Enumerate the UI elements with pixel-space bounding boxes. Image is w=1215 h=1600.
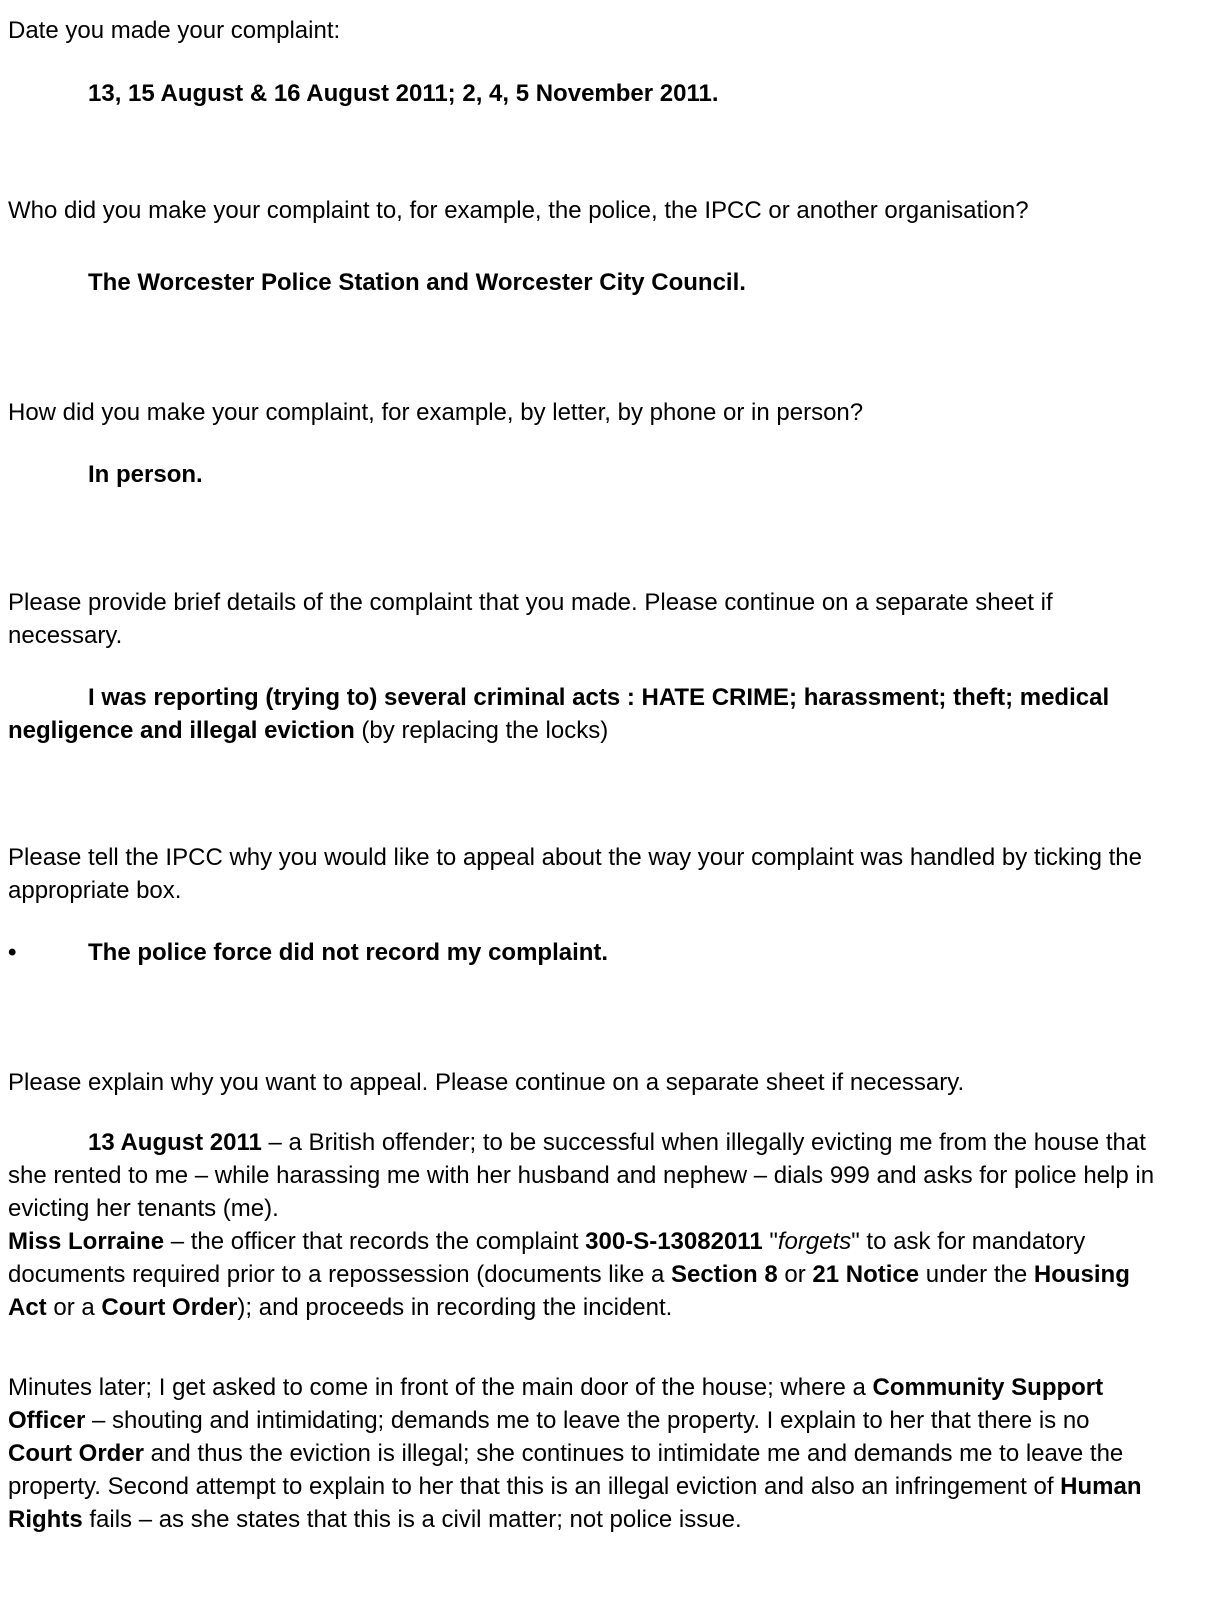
answer-date-of-complaint: 13, 15 August & 16 August 2011; 2, 4, 5 November 2011.: [88, 80, 719, 107]
question-date-of-complaint: Date you made your complaint:: [8, 17, 341, 44]
appeal-explanation-paragraph-2: Minutes later; I get asked to come in front of the main door of the house; where a Community Support Officer – shouting and intimidating; demands me to leave the property. I explain to her that there is no Court Order and thus the eviction is illegal; she continues to intimidate me and demands me to leave the property. Second attempt to explain to her that this is an illegal eviction and also an infringement of Human Rights fails – as she states that this is a civil matter; not police issue.: [8, 1374, 1142, 1533]
question-who-complained-to: Who did you make your complaint to, for example, the police, the IPCC or another organisation?: [8, 197, 1029, 224]
appeal-explanation-paragraph-1: 13 August 2011 – a British offender; to be successful when illegally evicting me from the house that she rented to me – while harassing me with her husband and nephew – dials 999 and asks for police help in evicting her tenants (me). Miss Lorraine – the officer that records the complaint 300-S-13082011 "forgets" to ask for mandatory documents required prior to a repossession (documents like a Section 8 or 21 Notice under the Housing Act or a Court Order); and proceeds in recording the incident.: [8, 1129, 1155, 1321]
appeal-reason-text: The police force did not record my complaint.: [88, 939, 609, 966]
appeal-reason-item: [8, 936, 1158, 969]
question-explain-appeal: Please explain why you want to appeal. Please continue on a separate sheet if necessary.: [8, 1069, 965, 1096]
question-appeal-reason: Please tell the IPCC why you would like to appeal about the way your complaint was handled by ticking the appropriate box.: [8, 844, 1142, 904]
question-complaint-details: Please provide brief details of the complaint that you made. Please continue on a separate sheet if necessary.: [8, 589, 1053, 649]
answer-who-complained-to: The Worcester Police Station and Worcester City Council.: [88, 269, 746, 296]
answer-how-complaint-made: In person.: [88, 461, 203, 488]
question-how-complaint-made: How did you make your complaint, for example, by letter, by phone or in person?: [8, 399, 864, 426]
answer-complaint-details: I was reporting (trying to) several criminal acts : HATE CRIME; harassment; theft; medical negligence and illegal eviction (by replacing the locks): [8, 684, 1110, 744]
bullet-icon: •: [8, 939, 17, 966]
